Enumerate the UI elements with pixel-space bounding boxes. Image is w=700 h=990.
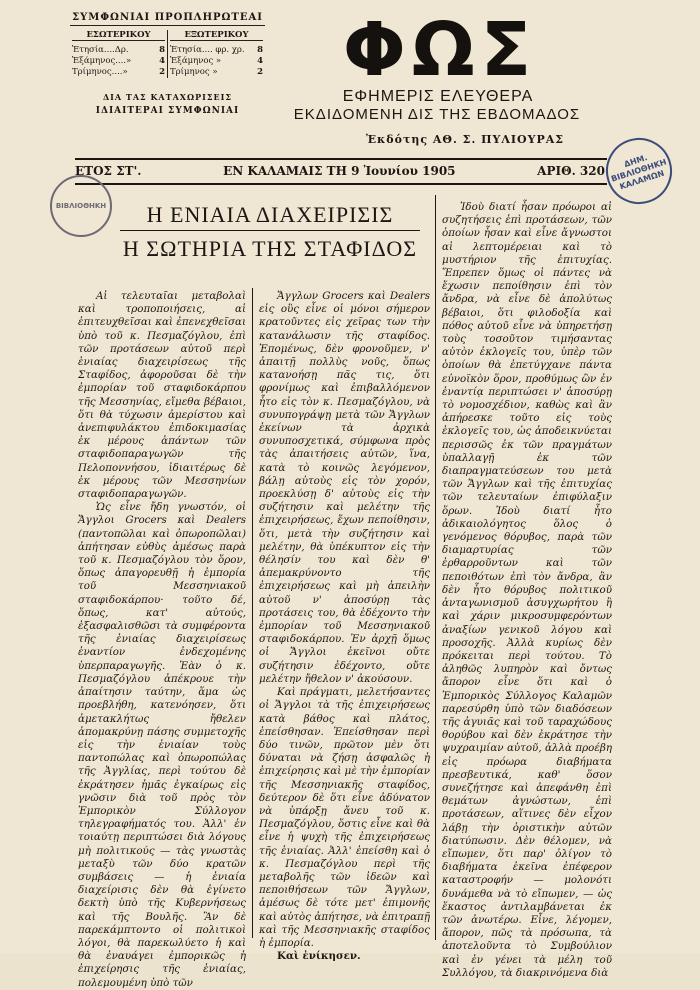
newspaper-title: ΦΩΣ xyxy=(342,7,538,93)
price-row: Ἐτησία.... φρ. χρ. 8 xyxy=(170,45,263,55)
date: ΕΝ ΚΑΛΑΜΑΙΣ ΤΗ 9 Ἰουνίου 1905 xyxy=(223,164,456,178)
subscription-terms xyxy=(70,12,265,116)
price-row: Ἑξάμηνος....» 4 xyxy=(72,56,165,66)
special-terms: ΙΔΙΑΙΤΕΡΑΙ ΣΥΜΦΩΝΙΑΙ xyxy=(95,106,240,116)
column-divider xyxy=(252,288,253,938)
article-subheading: Η ΣΩΤΗΡΙΑ ΤΗΣ ΣΤΑΦΙΔΟΣ xyxy=(122,236,418,261)
article-column-2 xyxy=(259,290,430,963)
issue-number: ΑΡΙΘ. 320 xyxy=(537,164,605,178)
paragraph: Ὡς εἶνε ἤδη γνωστόν, οἱ Ἄγγλοι Grocers καὶ Dealers (παντοπῶλαι καὶ ὀπωροπῶλαι) ἀπήτησαν εὐθὺς ἀμέσως παρὰ τοῦ κ. Πεσμαζόγλου τὸν ὅρον, ὅπως ἀπαγορευθῇ ἡ ἐμπορία τοῦ Μεσσηνιακοῦ σταφιδοκάρπου· τοῦτο δέ, ὅπως, κατ' αὐτούς, ἐξασφαλισθῶσι τὰ συμφέροντα τῆς ἑνιαίας διαχειρίσεως ἐναντίον ἐνδεχομένης ὑπερπαραγωγῆς. Ἐὰν ὁ κ. Πεσμαζόγλου ἀπέκρουε τὴν ἀπαίτησιν ταύτην, ἅμα ὡς προεβλήθη, κατενόησεν, ὅτι ἀμετακλήτως ἤθελεν ἀπομακρύνῃ πάσης συμμετοχῆς εἰς τὴν ἑνιαίαν τοὺς παντοπώλας καὶ ὀπωροπώλας τῆς Ἀγγλίας, περὶ τούτου δὲ ἐκράτησεν ἡμᾶς ἐγκαίρως εἰς γνῶσιν διὰ τοῦ πρὸς τὸν Ἐμπορικὸν Σύλλογον τηλεγραφήματός του. Ἀλλ' ἐν τοιαύτῃ περιπτώσει διὰ λόγους μὴ πολιτικούς — τὰς γνωστὰς μεταξὺ τῶν δύο κρατῶν συμβάσεις — ἡ ἑνιαία διαχείρισις δὲν θὰ ἐγίνετο δεκτὴ ὑπὸ τῆς Κυβερνήσεως καὶ τῆς Βουλῆς. Ἂν δὲ παρεκάμπτοντο οἱ πολιτικοὶ λόγοι, θὰ παρεκωλύετο ἡ καὶ θὰ ἐναυάγει ἐμπορικῶς ἡ ἐπιχείρησις τῆς ἑνιαίας, πολεμουμένη ὑπὸ τῶν xyxy=(78,501,246,989)
paragraph: Αἱ τελευταῖαι μεταβολαὶ καὶ τροποποιήσεις, αἱ ἐπιτευχθεῖσαι καὶ ἐπενεχθεῖσαι ὑπὸ τοῦ κ. Πεσμαζόγλου, ἐπὶ τῶν προτάσεων αὐτοῦ περὶ ἑνιαίας διαχειρίσεως τῆς Σταφίδος, ἀφοροῦσαι δὲ τὴν ἐμπορίαν τοῦ σταφιδοκάρπου τῆς Μεσσηνίας, εἴμεθα βέβαιοι, ὅτι θὰ τύχωσιν ἀμερίστου καὶ ἀνεπιφυλάκτου ἐπιδοκιμασίας ἐκ μέρους ἁπάντων τῶν σταφιδοπαραγωγῶν τῆς Πελοποννήσου, ἰδιαιτέρως δὲ ἐκ μέρους τῶν Μεσσηνίων σταφιδοπαραγωγῶν. xyxy=(78,290,246,501)
article-column-1 xyxy=(78,290,246,990)
subtitle-frequency: ΕΚΔΙΔΟΜΕΝΗ ΔΙΣ ΤΗΣ ΕΒΔΟΜΑΔΟΣ xyxy=(293,106,581,123)
foreign-prices xyxy=(167,30,265,78)
dateline xyxy=(75,163,605,179)
ads-label: ΔΙΑ ΤΑΣ ΚΑΤΑΧΩΡΙΣΕΙΣ xyxy=(102,92,233,102)
paragraph: Ἰδοὺ διατί ἦσαν πρόωροι αἱ συζητήσεις ἐπὶ προτάσεων, τῶν ὁποίων ἦσαν καὶ εἶνε ἄγνωστοι αἱ λεπτομέρειαι καὶ τὸ μυστήριον τῆς ἐπιτυχίας. Ἔπρεπεν ὅμως οἱ πάντες νὰ ἔχωσιν πεποίθησιν ἐπὶ τὸν ἄνδρα, νὰ εἶνε δὲ ἀπολύτως βέβαιοι, ὅτι φιλοδοξία καὶ πόθος αὐτοῦ εἶνε νὰ ὑπηρετήσῃ τοὺς τοσοῦτον τιμήσαντας αὐτὸν ἐκλογεῖς του, ὑπὲρ τῶν ὁποίων θὰ ἐπετύγχανε πάντα εὐνοϊκὸν ὅρον, προθύμως ὢν ἐν ἐναντίᾳ περιπτώσει ν' ἀποσύρῃ τὸ νομοσχέδιον, καθὼς καὶ ἂν ἀπήρεσκε τοῦτο εἰς τοὺς ἐκλογεῖς του, ὡς ἀποδεικνύεται περισσῶς ἐκ τῶν πραγμάτων ὑπαλλαγῇ ἐκ τῶν διαπραγματεύσεων του μετὰ τῶν Ἄγγλων καὶ τῆς ἐπιτυχίας τῶν τελευταίων ἐπιφύλαξιν ὅρων. Ἰδοὺ διατί ἦτο ἀδικαιολόγητος ὅλος ὁ γενόμενος θόρυβος, παρὰ τῶν διαμαρτυρίας τῶν ἐρθαρροῦντων καὶ τῶν πεποιθότων ἐπὶ τὸν ἄνδρα, ἂν δὲν ἦτο θόρυβος πολιτικοῦ ἀνταγωνισμοῦ ἀσυγχωρήτου ἢ καὶ χάριν μικροσυμφερόντων ἀναξίων γενικοῦ λόγου καὶ προσοχῆς. Ἀλλὰ κυρίως δὲν πρόκειται περὶ τούτου. Τὸ ἀληθῶς λυπηρὸν καὶ ὄντως ἄπορον εἶνε ὅτι καὶ ὁ Ἐμπορικὸς Σύλλογος Καλαμῶν παρεσύρθη ὑπὸ τῶν διαδόσεων τῆς ἀγυιᾶς καὶ τοῦ ταραχώδους θορύβου καὶ δὲν ἐκράτησε τὴν ψυχραιμίαν αὐτοῦ, ἀλλὰ προέβη εἰς πρόωρα διαβήματα πρεσβευτικά, καθ' ὅσον συνεζήτησε καὶ ἀπεφάνθη ἐπὶ θεμάτων ἀγνώστων, ἐπὶ προτάσεων, αἵτινες δὲν εἶχον λάβῃ τὴν ὁριστικὴν αὐτῶν διατύπωσιν. Δὲν θέλομεν, νὰ εἴπωμεν, ὅτι παρ' ὀλίγον τὸ διαβήματα ἐκεῖνα ἐπέφερον καταστροφήν — μολονότι δυνάμεθα νὰ τὸ εἴπωμεν, — ὡς ἕκαστος ἀντιλαμβάνεται ἐκ τῶν ἀνωτέρω. Εἶνε, λέγομεν, ἄπορον, πῶς τὰ πρόσωπα, τὰ ἀποτελοῦντα τὸ Συμβούλιον καὶ ἐν γένει τὰ μέλη τοῦ Συλλόγου, τὰ διακρινόμενα διὰ xyxy=(442,201,612,979)
price-row: Ἑξάμηνος » 4 xyxy=(170,56,263,66)
article-heading: Η ΕΝΙΑΙΑ ΔΙΑΧΕΙΡΙΣΙΣ xyxy=(146,202,394,227)
article-column-3 xyxy=(442,201,612,980)
column-divider xyxy=(435,195,436,940)
terms-title: ΣΥΜΦΩΝΙΑΙ ΠΡΟΠΛΗΡΩΤΕΑΙ xyxy=(70,12,265,26)
publisher: Ἐκδότης ΑΘ. Σ. ΠΥΛΙΟΥΡΑΣ xyxy=(365,133,565,146)
bottom-divider xyxy=(75,183,607,185)
top-divider xyxy=(75,158,607,160)
price-row: Τρίμηνος » 2 xyxy=(170,67,263,77)
year: ΕΤΟΣ ΣΤ'. xyxy=(75,164,142,178)
price-row: Ἐτησία....Δρ. 8 xyxy=(72,45,165,55)
paragraph: Ἄγγλων Grocers καὶ Dealers εἰς οὓς εἶνε οἱ μόνοι σήμερον κρατοῦντες εἰς χεῖρας των τὴν κατανάλωσιν τῆς σταφίδος. Ἐπομένως, δὲν φρονοῦμεν, ν' ἀπαιτῇ πολλὺς νοῦς, ὅπως κατανοήσῃ πᾶς τις, ὅτι φρονίμως καὶ ἐπιβαλλόμενον ἦτο εἰς τὸν κ. Πεσμαζόγλου, νὰ συνυπογράψῃ μετὰ τῶν Ἄγγλων ἐκείνων τὰ ἀρχικὰ συνυποσχετικά, σύμφωνα πρὸς τὰς ἀπαιτήσεις αὐτῶν, ἵνα, κατὰ τὸ κοινῶς λεγόμενον, βάλῃ αὐτοὺς εἰς τὸν χορόν, προεκλύσῃ δ' αὐτοὺς εἰς τὴν συζήτησιν καὶ μελέτην τῆς ἐπιχειρήσεως, ἔχων πεποίθησιν, ὅτι, μετὰ τὴν συζήτησιν καὶ μελέτην, θὰ ὑπέκυπτον εἰς τὴν θέλησίν του καὶ δὲν θ' ἀπεμακρύνοντο τῆς ἐπιχειρήσεως καὶ μὴ ἀπειλὴν αὐτοῦ ν' ἀποσύρῃ τὰς προτάσεις του, θὰ ἐδέχοντο τὴν ἐμπορίαν τοῦ Μεσσηνιακοῦ σταφιδοκάρπου. Ἐν ἀρχῇ ὅμως οἱ Ἄγγλοι ἐκεῖνοι οὔτε συζήτησιν ἐδέχοντο, οὔτε μελέτην ἤθελον ν' ἀκούσουν. xyxy=(259,290,430,685)
price-row: Τρίμηνος....» 2 xyxy=(72,67,165,77)
foreign-header: ΕΞΩΤΕΡΙΚΟΥ xyxy=(170,30,263,41)
price-columns xyxy=(70,30,265,78)
subtitle-free-newspaper: ΕΦΗΜΕΡΙΣ ΕΛΕΥΘΕΡΑ xyxy=(342,88,534,105)
heading-divider xyxy=(120,230,420,231)
library-stamp-right: ΔΗΜ. ΒΙΒΛΙΟΘΗΚΗ ΚΑΛΑΜΩΝ xyxy=(597,129,680,212)
paragraph-emphasis: Καὶ ἐνίκησεν. xyxy=(277,950,361,963)
domestic-header: ΕΣΩΤΕΡΙΚΟΥ xyxy=(72,30,165,41)
library-stamp-left: ΒΙΒΛΙΟΘΗΚΗ xyxy=(50,175,112,237)
paragraph: Καὶ πράγματι, μελετήσαντες οἱ Ἄγγλοι τὰ τῆς ἐπιχειρήσεως κατὰ βάθος καὶ πλάτος, ἐπείσθησαν. Ἐπείσθησαν περὶ δύο τινῶν, πρῶτον μὲν ὅτι δύναται νὰ ζήσῃ ἀσφαλῶς ἡ ἐπιχείρησις καὶ μὲ τὴν ἐμπορίαν τῆς Μεσσηνιακῆς σταφίδος, δεύτερον δὲ ὅτι εἶνε ἀδύνατον νὰ ὑπάρξῃ ἄνευ τοῦ κ. Πεσμαζόγλου, ὅστις εἶνε καὶ θὰ εἶνε ἡ ψυχὴ τῆς ἐπιχειρήσεως τῆς ἑνιαίας. Ἀλλ' ἐπείσθη καὶ ὁ κ. Πεσμαζόγλου περὶ τῆς μεταβολῆς τῶν ἰδεῶν καὶ πεποιθήσεων τῶν Ἄγγλων, ἀμέσως δὲ τότε μετ' ἐπιμονῆς καὶ αὐτὸς ἀπήτησε, νὰ ἐπιτραπῇ καὶ τῆς Μεσσηνιακῆς σταφίδος ἡ ἐμπορία. xyxy=(259,686,430,949)
domestic-prices xyxy=(70,30,167,78)
